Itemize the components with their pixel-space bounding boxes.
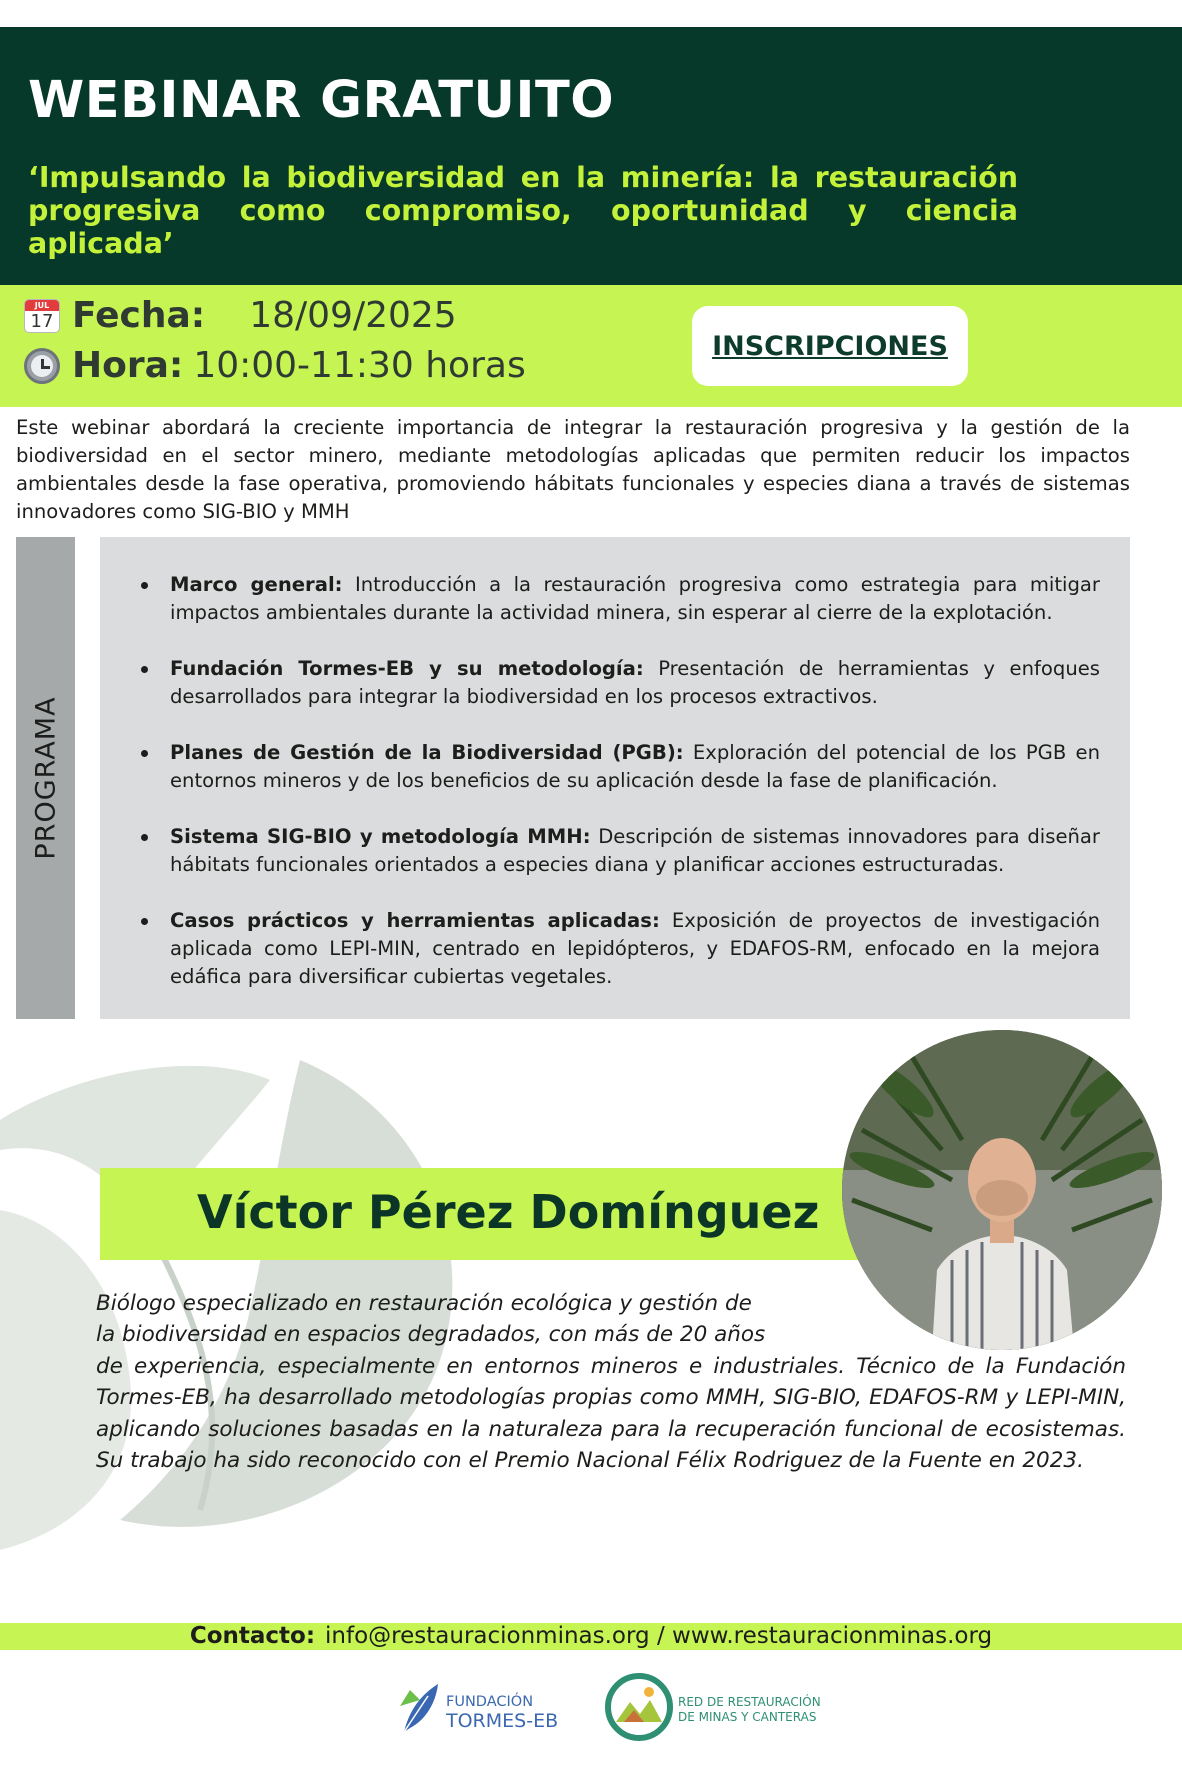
speaker-bio — [96, 1288, 1126, 1476]
contact-line — [0, 1623, 1182, 1650]
program-item-title: Casos prácticos y herramientas aplicadas: — [170, 909, 660, 932]
webinar-subtitle: ‘Impulsando la biodiversidad en la minería: la restauración progresiva como compromiso, oportunidad y ciencia aplicada’ — [28, 161, 1018, 260]
page-title: WEBINAR GRATUITO — [28, 71, 615, 130]
time-value: 10:00-11:30 horas — [193, 345, 526, 386]
program-list — [135, 571, 1100, 1019]
bio-line: Biólogo especializado en restauración ecológica y gestión de — [96, 1291, 752, 1316]
date-row — [24, 295, 457, 336]
register-button[interactable]: INSCRIPCIONES — [692, 306, 968, 386]
tormes-logo-line2: TORMES-EB — [446, 1710, 559, 1732]
program-item-text: Presentación de herramientas y enfoques desarrollados para integrar la biodiversidad en los procesos extractivos. — [170, 657, 1100, 708]
speaker-name: Víctor Pérez Domínguez — [197, 1185, 820, 1239]
program-item-text: Introducción a la restauración progresiva como estrategia para mitigar impactos ambientales durante la actividad minera, sin esperar al cierre de la explotación. — [170, 573, 1100, 624]
program-side-label: PROGRAMA — [30, 696, 61, 860]
program-item-title: Planes de Gestión de la Biodiversidad (PGB): — [170, 741, 684, 764]
program-item-title: Fundación Tormes-EB y su metodología: — [170, 657, 644, 680]
header-banner — [0, 27, 1182, 285]
contact-label: Contacto: — [189, 1623, 316, 1649]
date-value: 18/09/2025 — [249, 295, 457, 336]
time-label: Hora: — [72, 345, 184, 386]
program-item — [135, 571, 1100, 627]
program-box — [100, 537, 1130, 1019]
intro-paragraph: Este webinar abordará la creciente importancia de integrar la restauración progresiva y la gestión de la biodiversidad en el sector minero, mediante metodologías aplicadas que permiten reducir los impactos ambientales desde la fase operativa, promoviendo hábitats funcionales y especies diana a través de sistemas innovadores como SIG-BIO y MMH — [16, 416, 1130, 523]
program-item — [135, 907, 1100, 991]
time-row — [24, 345, 526, 386]
bio-line: la biodiversidad en espacios degradados, con más de 20 años — [96, 1322, 766, 1348]
program-side-tab — [16, 537, 75, 1019]
program-item-text: Exploración del potencial de los PGB en entornos mineros y de los beneficios de su aplicación desde la fase de planificación. — [170, 741, 1101, 792]
program-item — [135, 739, 1100, 795]
clock-icon — [24, 348, 60, 384]
red-restauracion-logo — [604, 1672, 844, 1744]
program-item-text: Descripción de sistemas innovadores para diseñar hábitats funcionales orientados a especies diana y planificar acciones estructuradas. — [170, 825, 1100, 876]
mountain-circle-icon — [604, 1672, 674, 1742]
bio-paragraph: de experiencia, especialmente en entornos mineros e industriales. Técnico de la Fundación Tormes-EB, ha desarrollado metodologías propias como MMH, SIG-BIO, EDAFOS-RM y LEPI-MIN, aplicando soluciones basadas en la naturaleza para la recuperación funcional de ecosistemas. Su trabajo ha sido reconocido con el Premio Nacional Félix Rodriguez de la Fuente en 2023. — [96, 1353, 1126, 1474]
date-label: Fecha: — [72, 295, 206, 336]
schedule-band — [0, 285, 1182, 407]
program-item-title: Sistema SIG-BIO y metodología MMH: — [170, 825, 591, 848]
program-item-title: Marco general: — [170, 573, 343, 596]
red-logo-line2: DE MINAS Y CANTERAS — [678, 1710, 817, 1724]
speaker-name-band — [100, 1168, 870, 1260]
contact-links[interactable]: info@restauracionminas.org / www.restauracionminas.org — [325, 1623, 993, 1649]
tormes-logo-line1: FUNDACIÓN — [446, 1694, 534, 1710]
contact-band — [0, 1623, 1182, 1650]
program-item — [135, 823, 1100, 879]
program-item-text: Exposición de proyectos de investigación aplicada como LEPI-MIN, centrado en lepidópteros, y EDAFOS-RM, enfocado en la mejora edáfica para diversificar cubiertas vegetales. — [170, 909, 1100, 988]
red-logo-line1: RED DE RESTAURACIÓN — [678, 1695, 821, 1709]
program-item — [135, 655, 1100, 711]
feather-icon — [398, 1680, 442, 1736]
calendar-icon: JUL 17 — [24, 299, 60, 333]
tormes-eb-logo — [398, 1680, 568, 1738]
